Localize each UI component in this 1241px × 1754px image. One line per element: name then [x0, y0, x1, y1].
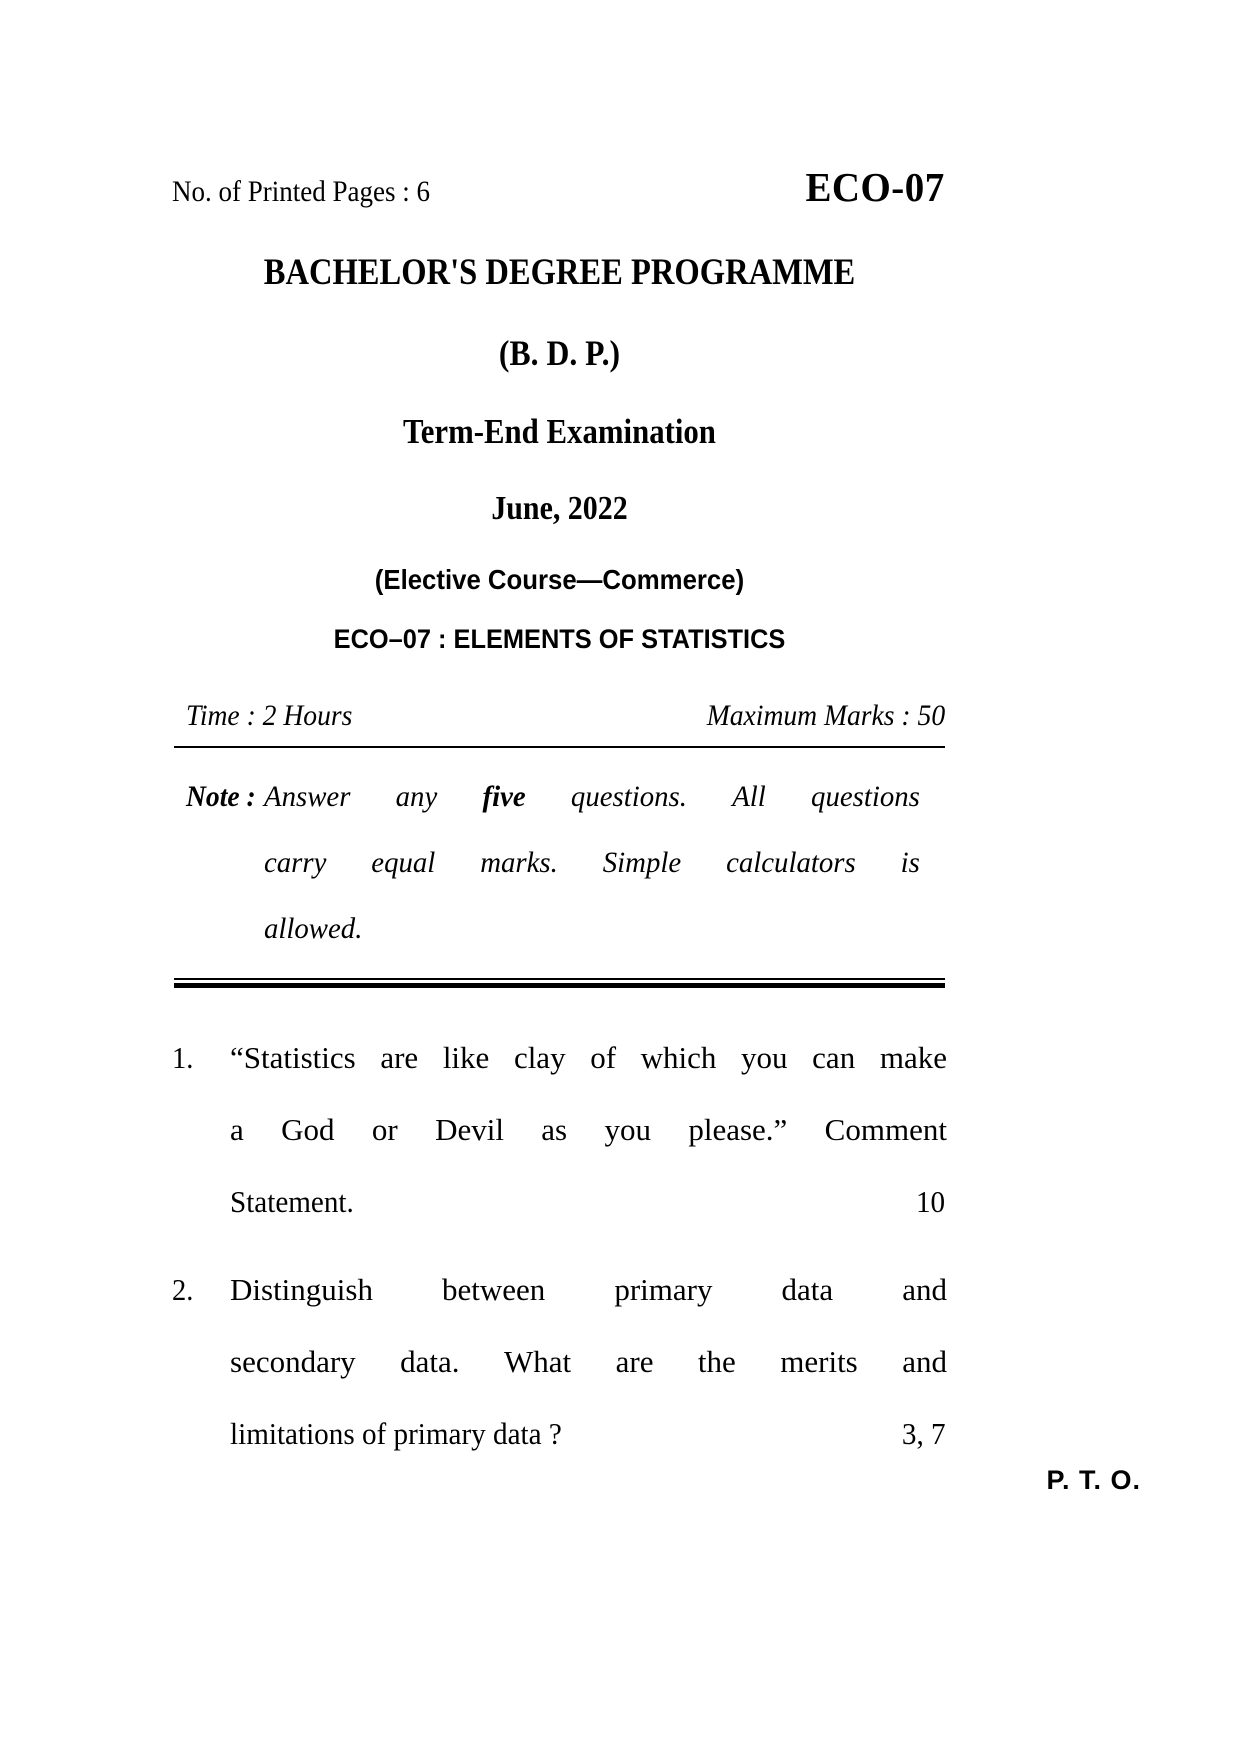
question-word: make	[879, 1040, 947, 1075]
page-content	[172, 0, 947, 1486]
question-word: “Statistics	[230, 1040, 356, 1075]
note-text	[264, 764, 920, 962]
divider-rule-double	[174, 978, 945, 988]
question-word: Comment	[824, 1112, 947, 1147]
questions-list	[172, 1022, 947, 1470]
question-word: you	[741, 1040, 788, 1075]
question-word: of	[590, 1040, 617, 1075]
question-last-line	[230, 1166, 947, 1238]
course-code: ECO-07	[804, 164, 945, 210]
question-word: data	[781, 1272, 834, 1307]
note-word: allowed.	[263, 912, 363, 945]
programme-abbreviation: (B. D. P.)	[498, 333, 621, 373]
exam-duration: Time : 2 Hours	[186, 699, 353, 732]
note-line	[264, 764, 920, 830]
note-word: equal	[371, 846, 436, 879]
question-last-line	[230, 1398, 947, 1470]
question-line	[230, 1326, 947, 1398]
question-word: a	[230, 1112, 244, 1147]
exam-session: June, 2022	[491, 490, 628, 527]
question-marks: 10	[915, 1184, 946, 1219]
note-word: Simple	[602, 846, 681, 879]
question-text-tail: Statement.	[230, 1184, 354, 1219]
question-item	[172, 1022, 947, 1238]
question-line	[230, 1022, 947, 1094]
divider-rule-single	[174, 746, 945, 748]
note-word: any	[395, 780, 438, 813]
exam-maximum-marks: Maximum Marks : 50	[706, 699, 945, 732]
question-word: or	[371, 1112, 398, 1147]
note-label: Note :	[186, 780, 256, 813]
question-word: between	[442, 1272, 546, 1307]
question-text-tail: limitations of primary data ?	[230, 1416, 562, 1451]
question-line	[230, 1094, 947, 1166]
note-word: calculators	[725, 846, 856, 879]
question-word: as	[541, 1112, 568, 1147]
question-word: the	[697, 1344, 736, 1379]
question-word: Devil	[435, 1112, 504, 1147]
question-item	[172, 1254, 947, 1470]
page-turn-over-label: P. T. O.	[1046, 1465, 1141, 1495]
question-word: are	[380, 1040, 419, 1075]
question-line	[230, 1254, 947, 1326]
question-word: God	[281, 1112, 335, 1147]
note-word: All	[732, 780, 766, 813]
question-number: 2.	[172, 1272, 194, 1307]
question-marks: 3, 7	[901, 1416, 946, 1451]
printed-pages-label: No. of Printed Pages : 6	[172, 175, 430, 208]
subject-title: ECO–07 : ELEMENTS OF STATISTICS	[333, 624, 786, 654]
question-word: secondary	[230, 1344, 356, 1379]
note-word: questions.	[570, 780, 687, 813]
note-line	[264, 896, 920, 962]
note-block	[172, 764, 947, 962]
question-word: merits	[780, 1344, 858, 1379]
question-word: primary	[614, 1272, 713, 1307]
question-body	[230, 1254, 947, 1470]
question-word: can	[812, 1040, 856, 1075]
exam-info-row	[172, 699, 947, 733]
elective-course-label: (Elective Course—Commerce)	[374, 564, 745, 595]
note-word-emphasis: five	[482, 780, 526, 813]
question-word: data.	[400, 1344, 460, 1379]
header-row	[172, 163, 947, 209]
programme-title: BACHELOR'S DEGREE PROGRAMME	[263, 252, 856, 293]
note-word: questions	[810, 780, 920, 813]
exam-type-title: Term-End Examination	[403, 412, 716, 451]
question-word: like	[442, 1040, 490, 1075]
note-word: is	[900, 846, 920, 879]
question-body	[230, 1022, 947, 1238]
note-line	[264, 830, 920, 896]
note-word: Answer	[263, 780, 351, 813]
note-word: carry	[263, 846, 327, 879]
question-word: and	[902, 1344, 947, 1379]
question-word: Distinguish	[230, 1272, 373, 1307]
question-word: are	[615, 1344, 654, 1379]
question-word: you	[604, 1112, 651, 1147]
question-word: What	[504, 1344, 572, 1379]
question-number: 1.	[172, 1040, 194, 1075]
question-word: please.”	[688, 1112, 788, 1147]
note-word: marks.	[480, 846, 558, 879]
question-word: clay	[513, 1040, 566, 1075]
divider-rule-thick	[174, 983, 945, 988]
question-word: which	[640, 1040, 717, 1075]
question-word: and	[902, 1272, 947, 1307]
